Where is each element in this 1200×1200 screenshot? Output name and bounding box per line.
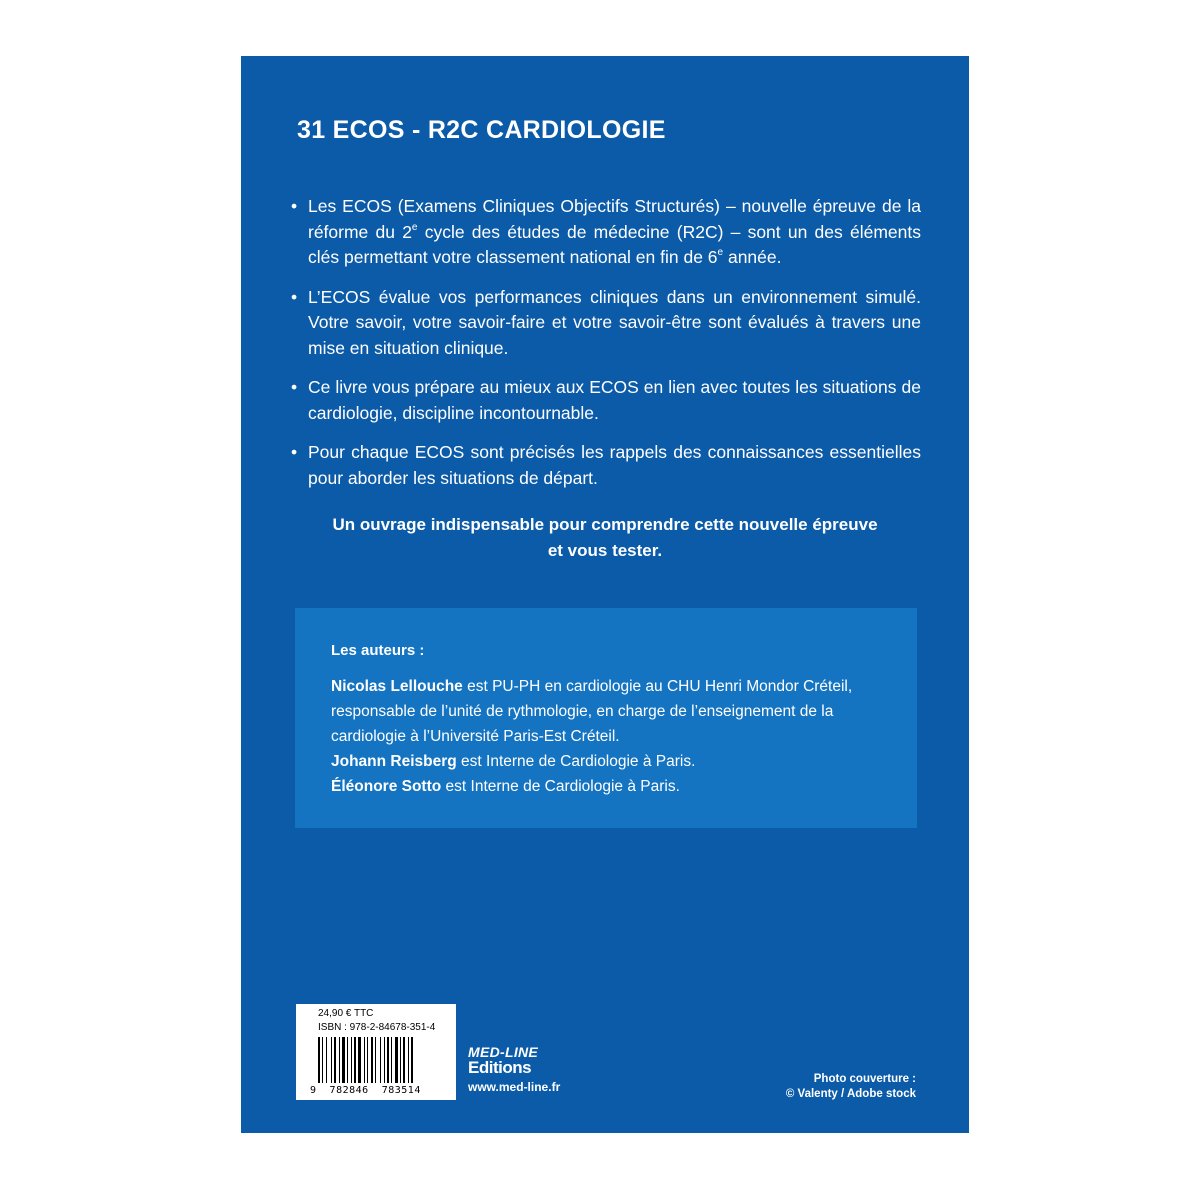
- author-entry: Éléonore Sotto est Interne de Cardiologie à Paris.: [331, 778, 680, 795]
- description-bullet: • Ce livre vous prépare au mieux aux ECOS en lien avec toutes les situations de cardiologie, discipline incontournable.: [291, 377, 921, 423]
- authors-panel: [295, 608, 917, 828]
- tagline: Un ouvrage indispensable pour comprendre cette nouvelle épreuve et vous tester.: [332, 515, 878, 560]
- description-bullet: • Les ECOS (Examens Cliniques Objectifs Structurés) – nouvelle épreuve de la réforme du 2e cycle des études de médecine (R2C) – sont un des éléments clés permettant votre classement national en fin de 6e année.: [291, 196, 921, 267]
- bullet-icon: •: [291, 196, 298, 216]
- publisher-logo-line1: MED-LINE: [468, 1044, 539, 1060]
- bullet-icon: •: [291, 286, 298, 307]
- publisher-url: www.med-line.fr: [468, 1080, 561, 1094]
- authors-bio: [331, 674, 887, 799]
- isbn: ISBN : 978-2-84678-351-4: [318, 1022, 436, 1033]
- bullet-icon: •: [291, 442, 298, 462]
- barcode-label: [296, 1004, 456, 1100]
- author-entry: Nicolas Lellouche est PU-PH en cardiologie au CHU Henri Mondor Créteil, responsable de l’unité de rythmologie, en charge de l’enseignement de la cardiologie à l’Université Paris-Est Créteil.: [331, 678, 853, 745]
- book-title: 31 ECOS - R2C CARDIOLOGIE: [297, 116, 666, 144]
- publisher-logo-line2: Editions: [468, 1058, 532, 1077]
- back-cover: [241, 56, 969, 1133]
- description-bullet: • Pour chaque ECOS sont précisés les rappels des connaissances essentielles pour aborder les situations de départ.: [291, 442, 921, 488]
- publisher-logo: [468, 1044, 560, 1094]
- photo-credit: Photo couverture : © Valenty / Adobe stock: [785, 1073, 916, 1100]
- bullet-icon: •: [291, 377, 298, 397]
- author-entry: Johann Reisberg est Interne de Cardiologie à Paris.: [331, 753, 696, 770]
- authors-heading: Les auteurs :: [331, 642, 425, 659]
- barcode-icon: [318, 1037, 438, 1085]
- barcode-digits: 9 782846 783514: [310, 1085, 421, 1096]
- description-bullet: • L’ECOS évalue vos performances cliniques dans un environnement simulé. Votre savoir, votre savoir-faire et votre savoir-être sont évalués à travers une mise en situation clinique.: [291, 286, 921, 358]
- description-list: [291, 194, 921, 505]
- price: 24,90 € TTC: [318, 1008, 374, 1019]
